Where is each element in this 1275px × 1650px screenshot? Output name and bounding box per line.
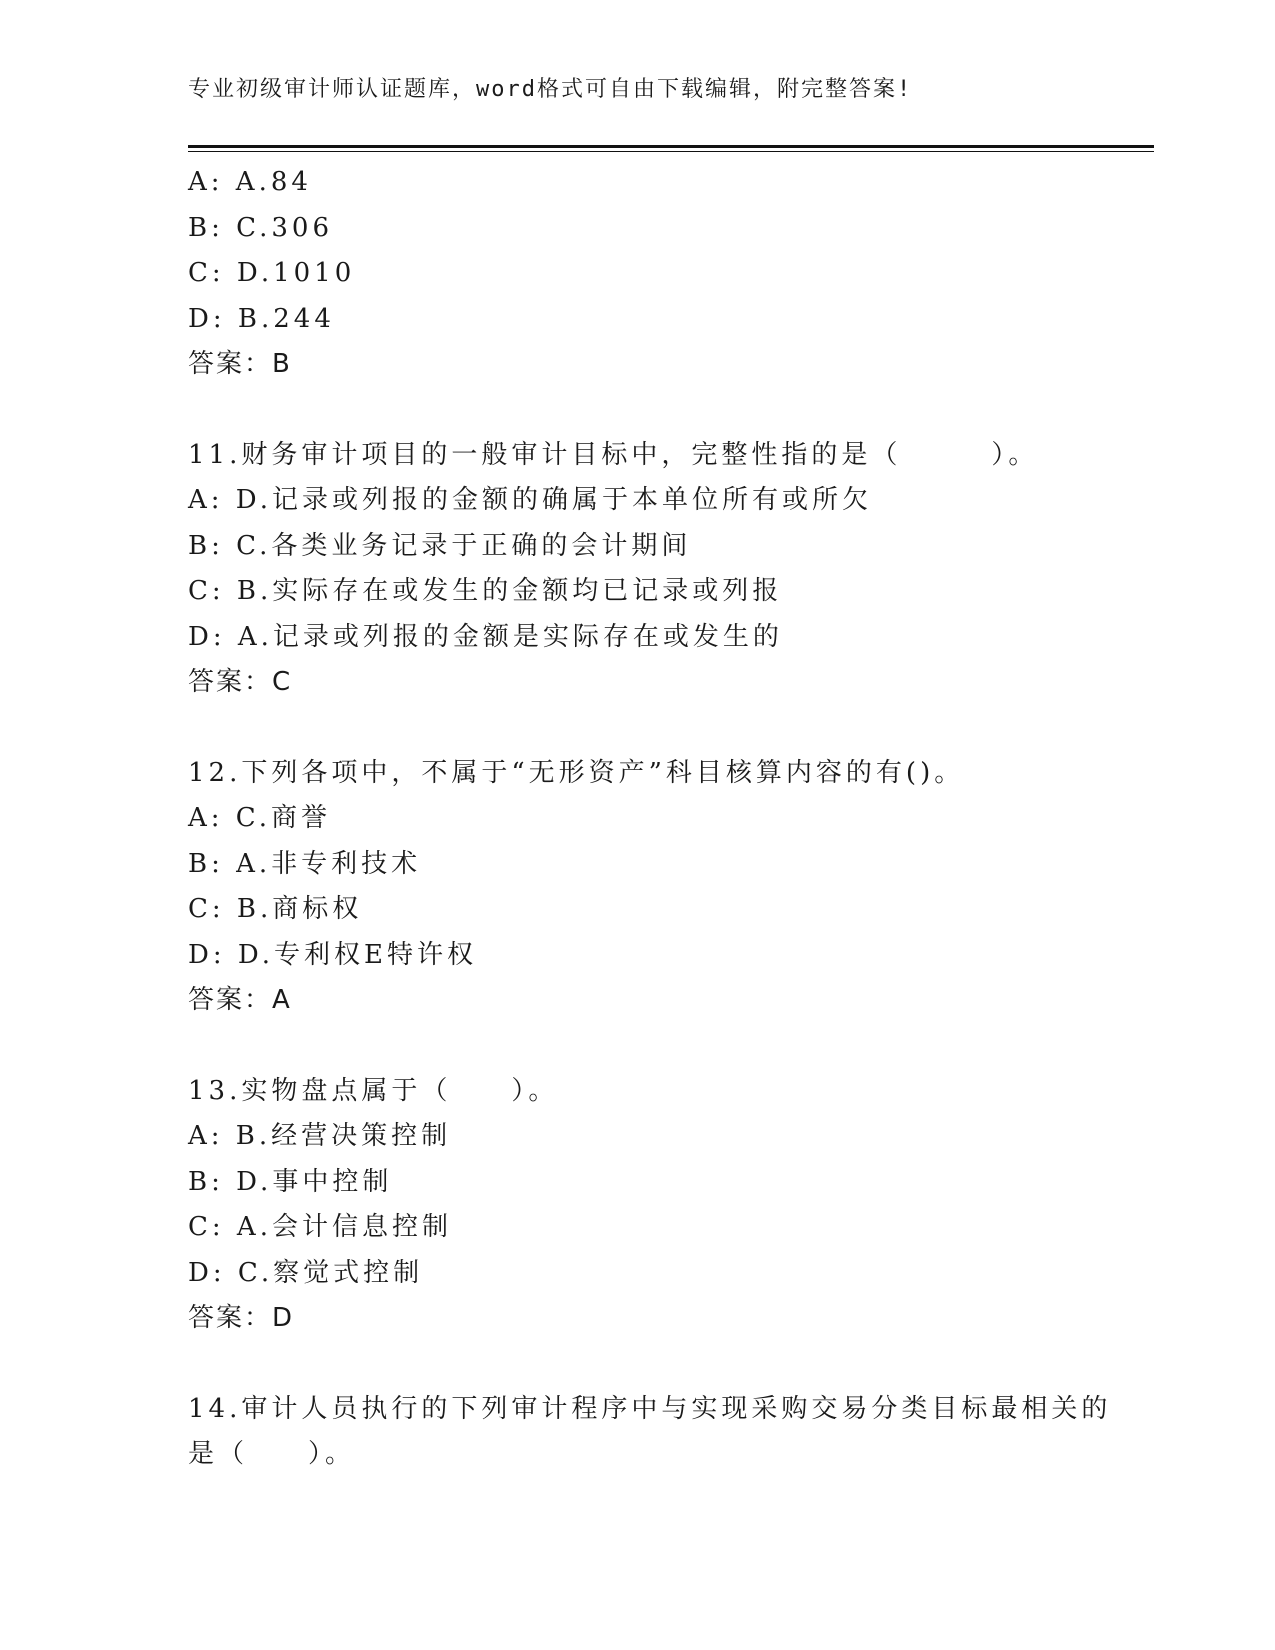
header-rule-thin <box>188 151 1154 152</box>
answer: 答案：D <box>188 1303 295 1333</box>
option-c: C: B.实际存在或发生的金额均已记录或列报 <box>188 576 783 606</box>
spacer <box>188 706 1154 751</box>
question-block <box>188 1069 1154 1342</box>
option-d: D: A.记录或列报的金额是实际存在或发生的 <box>188 621 783 652</box>
option-b: B: D.事中控制 <box>188 1166 393 1197</box>
option-d: D: B.244 <box>188 303 335 334</box>
option-a: A: C.商誉 <box>188 803 332 833</box>
spacer <box>188 1024 1154 1069</box>
option-c: C: D.1010 <box>188 258 356 288</box>
question-stem: 12.下列各项中，不属于“无形资产”科目核算内容的有()。 <box>188 757 965 788</box>
option-c: C: B.商标权 <box>188 894 363 924</box>
option-c: C: A.会计信息控制 <box>188 1212 452 1242</box>
option-a: A: B.经营决策控制 <box>188 1121 452 1151</box>
question-block <box>188 160 1154 388</box>
question-block <box>188 751 1154 1024</box>
option-d: D: D.专利权E特许权 <box>188 939 478 970</box>
option-b: B: A.非专利技术 <box>188 848 422 879</box>
option-a: A: D.记录或列报的金额的确属于本单位所有或所欠 <box>188 485 872 515</box>
option-d: D: C.察觉式控制 <box>188 1257 424 1288</box>
question-stem-continued: 是（ ）。 <box>188 1439 356 1469</box>
answer: 答案：C <box>188 667 293 697</box>
question-stem: 13.实物盘点属于（ ）。 <box>188 1075 559 1106</box>
page-header: 专业初级审计师认证题库，word格式可自由下载编辑，附完整答案! <box>188 77 913 102</box>
question-stem: 14.审计人员执行的下列审计程序中与实现采购交易分类目标最相关的 <box>188 1393 1112 1424</box>
answer: 答案：B <box>188 349 292 379</box>
answer: 答案：A <box>188 985 292 1015</box>
question-block <box>188 433 1154 706</box>
question-block <box>188 1387 1154 1478</box>
option-a: A: A.84 <box>188 167 312 197</box>
spacer <box>188 388 1154 433</box>
option-b: B: C.各类业务记录于正确的会计期间 <box>188 530 692 561</box>
header-rule-thick <box>188 145 1154 148</box>
question-stem: 11.财务审计项目的一般审计目标中，完整性指的是（ ）。 <box>188 439 1039 470</box>
option-b: B: C.306 <box>188 212 333 243</box>
spacer <box>188 1342 1154 1387</box>
question-list <box>188 160 1154 1478</box>
